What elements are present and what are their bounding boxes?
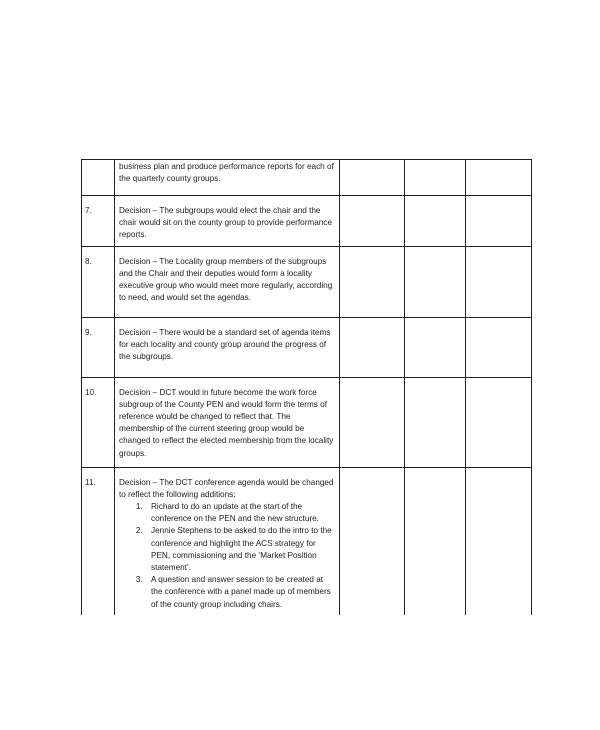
- item-text: Decision – The Locality group members of the subgroups and the Chair and their deputies would form a locality executive group who would meet more regularly, according to need, and would set the agendas.: [115, 246, 340, 317]
- empty-cell: [340, 196, 405, 247]
- empty-cell: [340, 160, 405, 196]
- additions-list: [119, 501, 335, 611]
- empty-cell: [466, 377, 532, 467]
- item-number: 8.: [82, 246, 115, 317]
- table-row: [82, 377, 532, 467]
- item-text: Decision – There would be a standard set of agenda items for each locality and county group around the progress of the subgroups.: [115, 317, 340, 377]
- table-row: [82, 160, 532, 196]
- empty-cell: [340, 377, 405, 467]
- table-row: [82, 467, 532, 615]
- item-number: 7.: [82, 196, 115, 247]
- item-number: 9.: [82, 317, 115, 377]
- item-text: business plan and produce performance reports for each of the quarterly county groups.: [115, 160, 340, 196]
- empty-cell: [405, 246, 466, 317]
- list-item: 2. Jennie Stephens to be asked to do the intro to the conference and highlight the ACS strategy for PEN, commissioning and the ‘Market Position statement’.: [145, 525, 335, 574]
- empty-cell: [466, 196, 532, 247]
- empty-cell: [466, 246, 532, 317]
- empty-cell: [405, 317, 466, 377]
- list-item: 3. A question and answer session to be created at the conference with a panel made up of members of the county group including chairs.: [145, 574, 335, 611]
- item-text: Decision – The subgroups would elect the chair and the chair would sit on the county group to provide performance reports.: [115, 196, 340, 247]
- empty-cell: [405, 377, 466, 467]
- item-number: 10.: [82, 377, 115, 467]
- empty-cell: [340, 467, 405, 615]
- list-item: 1. Richard to do an update at the start of the conference on the PEN and the new structure.: [145, 501, 335, 525]
- empty-cell: [466, 317, 532, 377]
- item-number: [82, 160, 115, 196]
- table-row: [82, 246, 532, 317]
- table-row: [82, 196, 532, 247]
- empty-cell: [466, 467, 532, 615]
- empty-cell: [340, 246, 405, 317]
- empty-cell: [405, 467, 466, 615]
- item-text: Decision – DCT would in future become the work force subgroup of the County PEN and would form the terms of reference would be changed to reflect that. The membership of the current steering group would be changed to reflect the elected membership from the locality groups.: [115, 377, 340, 467]
- minutes-table: [81, 159, 532, 615]
- item-number: 11.: [82, 467, 115, 615]
- item-text-cell: [115, 467, 340, 615]
- empty-cell: [405, 160, 466, 196]
- table-row: [82, 317, 532, 377]
- item-text: Decision – The DCT conference agenda would be changed to reflect the following additions:: [119, 477, 334, 499]
- empty-cell: [340, 317, 405, 377]
- empty-cell: [466, 160, 532, 196]
- empty-cell: [405, 196, 466, 247]
